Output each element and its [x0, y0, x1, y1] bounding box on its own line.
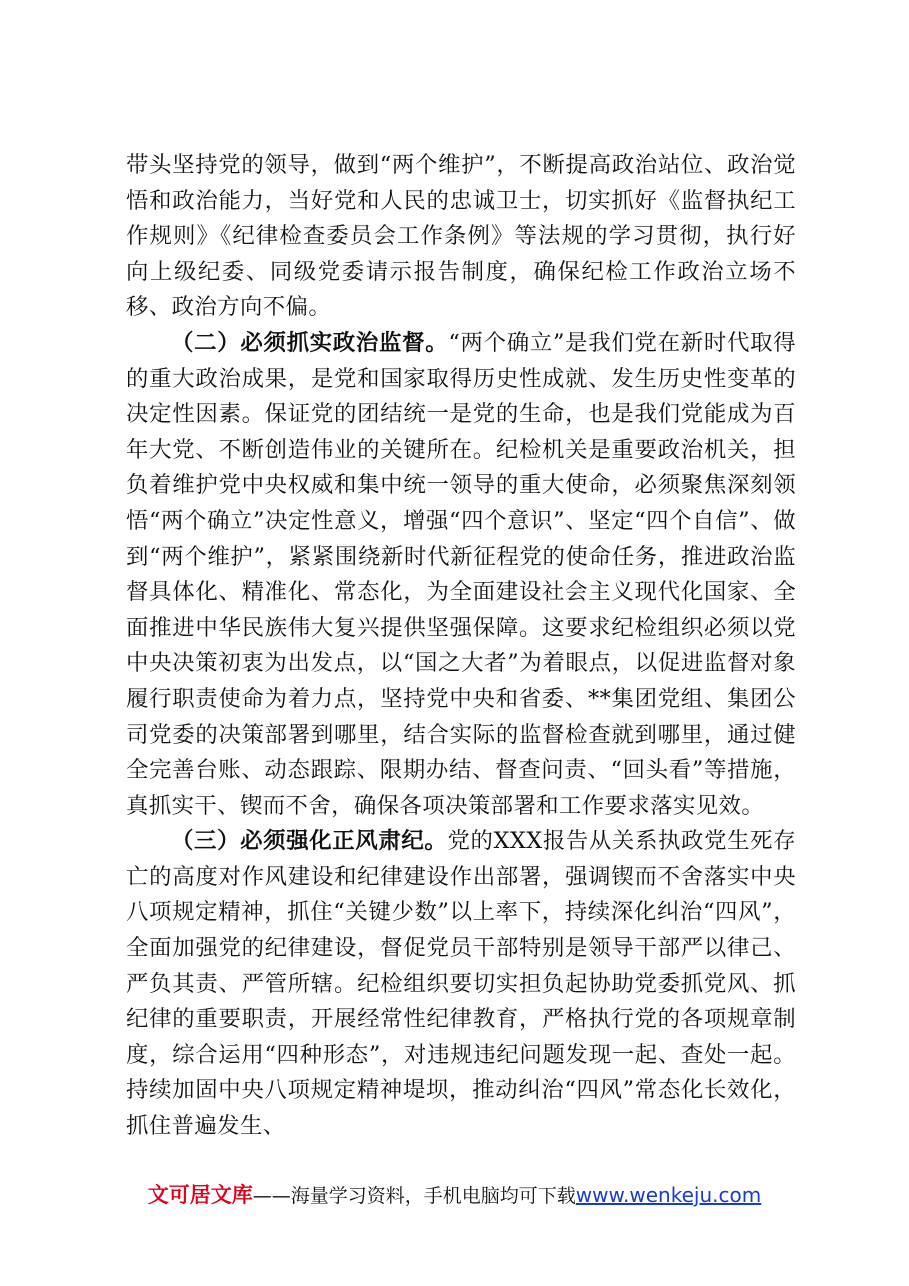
- document-body: [126, 148, 796, 1145]
- footer-watermark: [0, 1180, 909, 1211]
- paragraph-3-text: 党的XXX报告从关系执政党生死存亡的高度对作风建设和纪律建设作出部署，强调锲而不舍落实中央八项规定精神，抓住“关键少数”以上率下，持续深化纠治“四风”，全面加强党的纪律建设，督促党员干部特别是领导干部严以律己、严负其责、严管所辖。纪检组织要切实担负起协助党委抓党风、抓纪律的重要职责，开展经常性纪律教育，严格执行党的各项规章制度，综合运用“四种形态”，对违规违纪问题发现一起、查处一起。持续加固中央八项规定精神堤坝，推动纠治“四风”常态化长效化，抓住普遍发生、: [126, 828, 796, 1140]
- footer-tagline: ——海量学习资料，手机电脑均可下载: [252, 1185, 576, 1207]
- paragraph-1: [126, 148, 796, 326]
- paragraph-2-text: “两个确立”是我们党在新时代取得的重大政治成果，是党和国家取得历史性成就、发生历史性变革的决定性因素。保证党的团结统一是党的生命，也是我们党能成为百年大党、不断创造伟业的关键所在。纪检机关是重要政治机关，担负着维护党中央权威和集中统一领导的重大使命，必须聚焦深刻领悟“两个确立”决定性意义，增强“四个意识”、坚定“四个自信”、做到“两个维护”，紧紧围绕新时代新征程党的使命任务，推进政治监督具体化、精准化、常态化，为全面建设社会主义现代化国家、全面推进中华民族伟大复兴提供坚强保障。这要求纪检组织必须以党中央决策初衷为出发点，以“国之大者”为着眼点，以促进监督对象履行职责使命为着力点，坚持党中央和省委、**集团党组、集团公司党委的决策部署到哪里，结合实际的监督检查就到哪里，通过健全完善台账、动态跟踪、限期办结、督查问责、“回头看”等措施，真抓实干、锲而不舍，确保各项决策部署和工作要求落实见效。: [126, 329, 796, 819]
- paragraph-3: [126, 824, 796, 1144]
- paragraph-3-heading: （三）必须强化正风肃纪。: [171, 828, 448, 855]
- paragraph-2: [126, 326, 796, 824]
- footer-website-link[interactable]: www.wenkeju.com: [575, 1183, 762, 1207]
- paragraph-2-heading: （二）必须抓实政治监督。: [171, 329, 449, 356]
- footer-brand: 文可居文库: [147, 1183, 253, 1207]
- paragraph-1-text: 带头坚持党的领导，做到“两个维护”，不断提高政治站位、政治觉悟和政治能力，当好党和人民的忠诚卫士，切实抓好《监督执纪工作规则》《纪律检查委员会工作条例》等法规的学习贯彻，执行好向上级纪委、同级党委请示报告制度，确保纪检工作政治立场不移、政治方向不偏。: [126, 152, 796, 321]
